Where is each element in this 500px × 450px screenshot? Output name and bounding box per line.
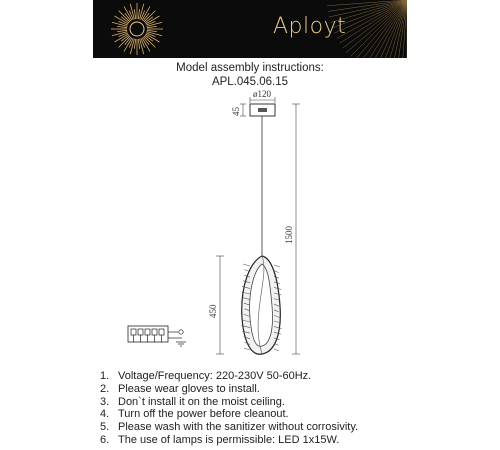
lamp-shade bbox=[242, 256, 282, 354]
brand-name: Aployt bbox=[273, 14, 347, 39]
list-item: 1. Voltage/Frequency: 220-230V 50-60Hz. bbox=[100, 370, 312, 382]
list-item: 2. Please wear gloves to install. bbox=[100, 382, 260, 395]
canopy-diameter-label: ø120 bbox=[253, 89, 271, 99]
list-item: 3. Don`t install it on the moist ceiling. bbox=[100, 395, 285, 408]
list-item: 5. Please wash with the sanitizer without corrosivity. bbox=[100, 421, 359, 434]
list-item: 4. Turn off the power before cleanout. bbox=[100, 408, 289, 421]
total-height-label: 1500 bbox=[284, 226, 294, 244]
terminal-block-diagram bbox=[128, 326, 186, 346]
brand-banner bbox=[93, 0, 407, 58]
canopy-terminal bbox=[258, 108, 267, 112]
model-number: APL.045.06.15 bbox=[211, 76, 289, 88]
list-item: 6. The use of lamps is permissible: LED 1x15W. bbox=[100, 433, 340, 446]
lamp-technical-drawing bbox=[0, 86, 500, 366]
safety-notes-list bbox=[100, 370, 358, 447]
canopy-height-label: 45 bbox=[231, 107, 241, 116]
page-title: Model assembly instructions: bbox=[176, 62, 324, 74]
shade-height-label: 450 bbox=[208, 304, 218, 318]
sun-rays-icon bbox=[93, 0, 407, 58]
